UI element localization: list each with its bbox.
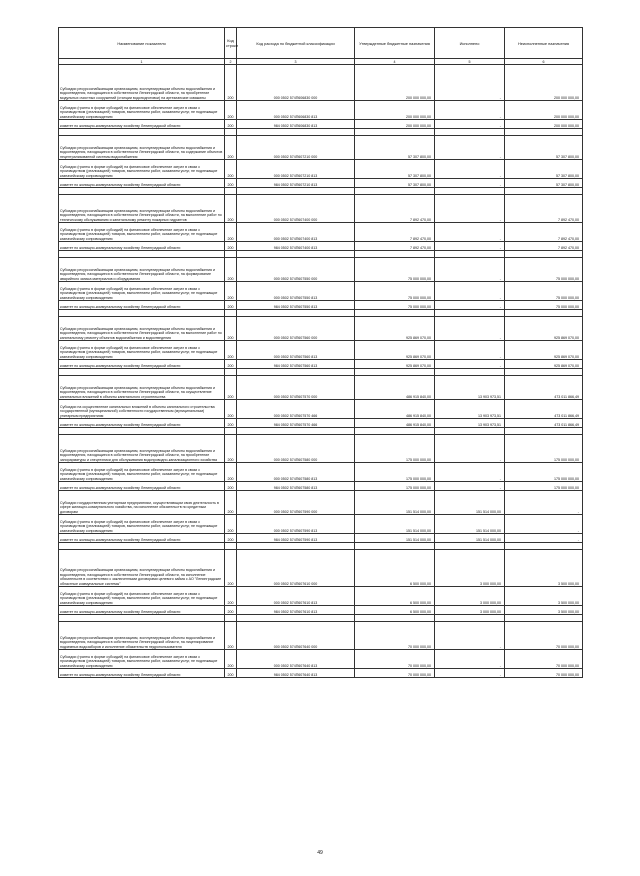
executed-amount-cell: - bbox=[435, 482, 505, 491]
unexecuted-amount-cell: 75 000 000,00 bbox=[505, 301, 583, 310]
table-row bbox=[59, 650, 583, 669]
spacer-cell bbox=[435, 369, 505, 376]
spacer-cell bbox=[59, 129, 225, 136]
spacer-row bbox=[59, 251, 583, 258]
classification-code-cell: 984 0502 574П607610 813 bbox=[237, 606, 355, 615]
indicator-name-cell: комитет по жилищно-коммунальному хозяйству Ленинградской области bbox=[59, 669, 225, 678]
line-code-cell: 200 bbox=[225, 650, 237, 669]
indicator-name-cell: комитет по жилищно-коммунальному хозяйству Ленинградской области bbox=[59, 360, 225, 369]
indicator-name-cell: Субсидии (гранты в форме субсидий) на финансовое обеспечение затрат в связи с производством (реализацией) товаров, выполнением работ, оказанием услуг, не подлежащие казначейскому сопровождению bbox=[59, 463, 225, 482]
spacer-row bbox=[59, 188, 583, 195]
column-index: 6 bbox=[505, 59, 583, 65]
approved-amount-cell: 200 000 000,00 bbox=[355, 65, 435, 101]
spacer-row bbox=[59, 543, 583, 550]
spacer-cell bbox=[237, 310, 355, 317]
executed-amount-cell: - bbox=[435, 223, 505, 242]
executed-amount-cell: 3 000 000,00 bbox=[435, 587, 505, 606]
unexecuted-amount-cell: 75 000 000,00 bbox=[505, 282, 583, 301]
executed-amount-cell: 13 903 973,51 bbox=[435, 400, 505, 419]
indicator-name-cell: Субсидии государственным унитарным предприятиям, осуществляющим свою деятельность в сфере жилищно-коммунального хозяйства, на исполнение обязательств по кредитным договорам bbox=[59, 491, 225, 515]
indicator-name-cell: Субсидии на осуществление капитальных вложений в объекты капитального строительства государственной (муниципальной) собственности государственным (муниципальным) унитарным предприятиям bbox=[59, 400, 225, 419]
indicator-name-cell: Субсидии (гранты в форме субсидий) на финансовое обеспечение затрат в связи с производством (реализацией) товаров, выполнением работ, оказанием услуг, не подлежащие казначейскому сопровождению bbox=[59, 515, 225, 534]
executed-amount-cell: - bbox=[435, 301, 505, 310]
executed-amount-cell: - bbox=[435, 317, 505, 341]
line-code-cell: 200 bbox=[225, 622, 237, 650]
classification-code-cell: 000 0502 574П607580 813 bbox=[237, 463, 355, 482]
unexecuted-amount-cell: 3 500 000,00 bbox=[505, 550, 583, 587]
spacer-cell bbox=[505, 543, 583, 550]
line-code-cell: 200 bbox=[225, 550, 237, 587]
header-line-code: Код строки bbox=[225, 28, 237, 59]
spacer-cell bbox=[435, 615, 505, 622]
spacer-cell bbox=[59, 428, 225, 435]
approved-amount-cell: 75 000 000,00 bbox=[355, 301, 435, 310]
approved-amount-cell: 175 000 000,00 bbox=[355, 482, 435, 491]
indicator-name-cell: Субсидии (гранты в форме субсидий) на финансовое обеспечение затрат в связи с производством (реализацией) товаров, выполнением работ, оказанием услуг, не подлежащие казначейскому сопровождению bbox=[59, 341, 225, 360]
indicator-name-cell: комитет по жилищно-коммунальному хозяйству Ленинградской области bbox=[59, 120, 225, 129]
spacer-cell bbox=[505, 615, 583, 622]
indicator-name-cell: Субсидии ресурсоснабжающим организациям, эксплуатирующим объекты водоснабжения и водоотведения, находящиеся в собственности Ленинградской области, на выполнение работ по капитальному ремонту объектов водоснабжения и водоотведения bbox=[59, 317, 225, 341]
unexecuted-amount-cell: 70 000 000,00 bbox=[505, 669, 583, 678]
approved-amount-cell: 925 869 070,00 bbox=[355, 317, 435, 341]
approved-amount-cell: 175 000 000,00 bbox=[355, 435, 435, 463]
classification-code-cell: 000 0502 574П607640 813 bbox=[237, 650, 355, 669]
classification-code-cell: 000 0502 574П607550 000 bbox=[237, 258, 355, 282]
approved-amount-cell: 151 514 000,00 bbox=[355, 515, 435, 534]
executed-amount-cell: - bbox=[435, 65, 505, 101]
unexecuted-amount-cell: 7 892 470,00 bbox=[505, 195, 583, 223]
unexecuted-amount-cell: 3 500 000,00 bbox=[505, 606, 583, 615]
classification-code-cell: 000 0502 574П607400 000 bbox=[237, 195, 355, 223]
table-row bbox=[59, 587, 583, 606]
line-code-cell: 200 bbox=[225, 376, 237, 400]
spacer-cell bbox=[435, 428, 505, 435]
table-row bbox=[59, 282, 583, 301]
unexecuted-amount-cell: 925 869 070,00 bbox=[505, 341, 583, 360]
column-index: 1 bbox=[59, 59, 225, 65]
indicator-name-cell: Субсидии (гранты в форме субсидий) на финансовое обеспечение затрат в связи с производством (реализацией) товаров, выполнением работ, оказанием услуг, не подлежащие казначейскому сопровождению bbox=[59, 223, 225, 242]
classification-code-cell: 000 0502 574П607580 000 bbox=[237, 435, 355, 463]
executed-amount-cell: - bbox=[435, 195, 505, 223]
approved-amount-cell: 75 000 000,00 bbox=[355, 282, 435, 301]
executed-amount-cell: - bbox=[435, 650, 505, 669]
table-row bbox=[59, 101, 583, 120]
unexecuted-amount-cell: 925 869 070,00 bbox=[505, 360, 583, 369]
indicator-name-cell: Субсидии (гранты в форме субсидий) на финансовое обеспечение затрат в связи с производством (реализацией) товаров, выполнением работ, оказанием услуг, не подлежащие казначейскому сопровождению bbox=[59, 650, 225, 669]
spacer-cell bbox=[237, 615, 355, 622]
indicator-name-cell: Субсидии ресурсоснабжающим организациям, эксплуатирующим объекты водоснабжения и водоотведения, находящиеся в собственности Ленинградской области, на формирование аварийного запаса материалов и оборудования bbox=[59, 258, 225, 282]
classification-code-cell: 000 0502 574П607590 000 bbox=[237, 491, 355, 515]
indicator-name-cell: Субсидии ресурсоснабжающим организациям, эксплуатирующим объекты водоснабжения и водоотведения, находящиеся в собственности Ленинградской области, на исполнение обязательств в соответствии с заключенными договорами целевого займа с АО "Ленинградские областные коммунальные системы" bbox=[59, 550, 225, 587]
spacer-row bbox=[59, 369, 583, 376]
page-number: 49 bbox=[317, 850, 323, 856]
indicator-name-cell: Субсидии ресурсоснабжающим организациям, эксплуатирующим объекты водоснабжения и водоотведения, находящиеся в собственности Ленинградской области, на содержание объектов нецентрализованной системы водоснабжения bbox=[59, 136, 225, 160]
spacer-row bbox=[59, 428, 583, 435]
classification-code-cell: 000 0502 574П607570 466 bbox=[237, 400, 355, 419]
executed-amount-cell: 13 903 973,51 bbox=[435, 376, 505, 400]
line-code-cell: 200 bbox=[225, 669, 237, 678]
classification-code-cell: 000 0502 574П607560 000 bbox=[237, 317, 355, 341]
table-row bbox=[59, 482, 583, 491]
line-code-cell: 200 bbox=[225, 534, 237, 543]
header-executed: Исполнено bbox=[435, 28, 505, 59]
classification-code-cell: 000 0502 574П607210 000 bbox=[237, 136, 355, 160]
budget-report-sheet bbox=[58, 27, 582, 678]
unexecuted-amount-cell: 3 500 000,00 bbox=[505, 587, 583, 606]
classification-code-cell: 984 0502 574П607590 813 bbox=[237, 534, 355, 543]
line-code-cell: 200 bbox=[225, 360, 237, 369]
line-code-cell: 200 bbox=[225, 301, 237, 310]
approved-amount-cell: 151 514 000,00 bbox=[355, 491, 435, 515]
table-row bbox=[59, 419, 583, 428]
spacer-cell bbox=[237, 428, 355, 435]
approved-amount-cell: 925 869 070,00 bbox=[355, 341, 435, 360]
table-row bbox=[59, 120, 583, 129]
approved-amount-cell: 151 514 000,00 bbox=[355, 534, 435, 543]
column-index: 5 bbox=[435, 59, 505, 65]
spacer-row bbox=[59, 310, 583, 317]
approved-amount-cell: 7 892 470,00 bbox=[355, 195, 435, 223]
approved-amount-cell: 7 892 470,00 bbox=[355, 242, 435, 251]
table-body bbox=[59, 65, 583, 678]
executed-amount-cell: 13 903 973,51 bbox=[435, 419, 505, 428]
executed-amount-cell: - bbox=[435, 258, 505, 282]
classification-code-cell: 984 0502 574П606830 813 bbox=[237, 120, 355, 129]
unexecuted-amount-cell: 75 000 000,00 bbox=[505, 258, 583, 282]
line-code-cell: 200 bbox=[225, 491, 237, 515]
spacer-row bbox=[59, 615, 583, 622]
classification-code-cell: 000 0502 574П607590 813 bbox=[237, 515, 355, 534]
spacer-cell bbox=[225, 251, 237, 258]
unexecuted-amount-cell: 925 869 070,00 bbox=[505, 317, 583, 341]
table-row bbox=[59, 136, 583, 160]
approved-amount-cell: 486 915 840,00 bbox=[355, 400, 435, 419]
classification-code-cell: 000 0502 574П607550 813 bbox=[237, 282, 355, 301]
indicator-name-cell: Субсидии ресурсоснабжающим организациям, эксплуатирующим объекты водоснабжения и водоотведения, находящиеся в собственности Ленинградской области, на приобретение запорарматуры и спецтехники для обслуживания водопроводно-канализационного хозяйства bbox=[59, 435, 225, 463]
line-code-cell: 200 bbox=[225, 195, 237, 223]
spacer-cell bbox=[355, 129, 435, 136]
classification-code-cell: 984 0502 574П607400 813 bbox=[237, 242, 355, 251]
indicator-name-cell: комитет по жилищно-коммунальному хозяйству Ленинградской области bbox=[59, 301, 225, 310]
table-row bbox=[59, 463, 583, 482]
classification-code-cell: 984 0502 574П607570 466 bbox=[237, 419, 355, 428]
classification-code-cell: 984 0502 574П607550 813 bbox=[237, 301, 355, 310]
indicator-name-cell: Субсидии (гранты в форме субсидий) на финансовое обеспечение затрат в связи с производством (реализацией) товаров, выполнением работ, оказанием услуг, не подлежащие казначейскому сопровождению bbox=[59, 160, 225, 179]
classification-code-cell: 000 0502 574П607560 813 bbox=[237, 341, 355, 360]
indicator-name-cell: комитет по жилищно-коммунальному хозяйству Ленинградской области bbox=[59, 242, 225, 251]
spacer-cell bbox=[505, 129, 583, 136]
spacer-cell bbox=[237, 188, 355, 195]
unexecuted-amount-cell: 7 892 470,00 bbox=[505, 242, 583, 251]
line-code-cell: 200 bbox=[225, 515, 237, 534]
approved-amount-cell: 486 915 840,00 bbox=[355, 419, 435, 428]
spacer-cell bbox=[355, 615, 435, 622]
unexecuted-amount-cell: 70 000 000,00 bbox=[505, 622, 583, 650]
header-budget-classification-code: Код расхода по бюджетной классификации bbox=[237, 28, 355, 59]
spacer-cell bbox=[59, 543, 225, 550]
classification-code-cell: 984 0502 574П607640 813 bbox=[237, 669, 355, 678]
classification-code-cell: 984 0502 574П607210 813 bbox=[237, 179, 355, 188]
line-code-cell: 200 bbox=[225, 419, 237, 428]
executed-amount-cell: - bbox=[435, 360, 505, 369]
executed-amount-cell: - bbox=[435, 282, 505, 301]
line-code-cell: 200 bbox=[225, 317, 237, 341]
table-row bbox=[59, 258, 583, 282]
line-code-cell: 200 bbox=[225, 258, 237, 282]
spacer-cell bbox=[225, 369, 237, 376]
indicator-name-cell: Субсидии ресурсоснабжающим организациям, эксплуатирующим объекты водоснабжения и водоотведения, находящиеся в собственности Ленинградской области, на осуществление капитальных вложений в объекты капитального строительства bbox=[59, 376, 225, 400]
classification-code-cell: 000 0502 574П606830 000 bbox=[237, 65, 355, 101]
unexecuted-amount-cell: 200 000 000,00 bbox=[505, 120, 583, 129]
spacer-cell bbox=[59, 188, 225, 195]
spacer-cell bbox=[59, 369, 225, 376]
table-row bbox=[59, 606, 583, 615]
approved-amount-cell: 6 500 000,00 bbox=[355, 587, 435, 606]
approved-amount-cell: 57 307 800,00 bbox=[355, 160, 435, 179]
header-approved: Утвержденные бюджетные назначения bbox=[355, 28, 435, 59]
executed-amount-cell: - bbox=[435, 435, 505, 463]
unexecuted-amount-cell: 7 892 470,00 bbox=[505, 223, 583, 242]
spacer-cell bbox=[59, 251, 225, 258]
indicator-name-cell: комитет по жилищно-коммунальному хозяйству Ленинградской области bbox=[59, 179, 225, 188]
line-code-cell: 200 bbox=[225, 101, 237, 120]
table-row bbox=[59, 360, 583, 369]
unexecuted-amount-cell: 473 011 866,49 bbox=[505, 419, 583, 428]
spacer-cell bbox=[355, 310, 435, 317]
line-code-cell: 200 bbox=[225, 400, 237, 419]
executed-amount-cell: - bbox=[435, 160, 505, 179]
spacer-cell bbox=[435, 543, 505, 550]
executed-amount-cell: - bbox=[435, 463, 505, 482]
unexecuted-amount-cell: 175 000 000,00 bbox=[505, 435, 583, 463]
unexecuted-amount-cell: 473 011 866,49 bbox=[505, 400, 583, 419]
indicator-name-cell: комитет по жилищно-коммунальному хозяйству Ленинградской области bbox=[59, 534, 225, 543]
indicator-name-cell: Субсидии (гранты в форме субсидий) на финансовое обеспечение затрат в связи с производством (реализацией) товаров, выполнением работ, оказанием услуг, не подлежащие казначейскому сопровождению bbox=[59, 282, 225, 301]
table-row bbox=[59, 301, 583, 310]
approved-amount-cell: 6 500 000,00 bbox=[355, 550, 435, 587]
executed-amount-cell: 151 514 000,00 bbox=[435, 491, 505, 515]
approved-amount-cell: 7 892 470,00 bbox=[355, 223, 435, 242]
table-row bbox=[59, 179, 583, 188]
executed-amount-cell: 151 514 000,00 bbox=[435, 515, 505, 534]
table-row bbox=[59, 669, 583, 678]
approved-amount-cell: 70 000 000,00 bbox=[355, 669, 435, 678]
line-code-cell: 200 bbox=[225, 282, 237, 301]
unexecuted-amount-cell: - bbox=[505, 534, 583, 543]
line-code-cell: 200 bbox=[225, 587, 237, 606]
spacer-cell bbox=[355, 251, 435, 258]
header-unexecuted: Неисполненные назначения bbox=[505, 28, 583, 59]
line-code-cell: 200 bbox=[225, 435, 237, 463]
spacer-row bbox=[59, 129, 583, 136]
line-code-cell: 200 bbox=[225, 160, 237, 179]
line-code-cell: 200 bbox=[225, 179, 237, 188]
classification-code-cell: 000 0502 574П607610 813 bbox=[237, 587, 355, 606]
approved-amount-cell: 70 000 000,00 bbox=[355, 650, 435, 669]
table-row bbox=[59, 242, 583, 251]
classification-code-cell: 984 0502 574П607560 813 bbox=[237, 360, 355, 369]
spacer-cell bbox=[355, 543, 435, 550]
unexecuted-amount-cell: 200 000 000,00 bbox=[505, 101, 583, 120]
spacer-cell bbox=[505, 369, 583, 376]
spacer-cell bbox=[355, 428, 435, 435]
spacer-cell bbox=[435, 188, 505, 195]
executed-amount-cell: - bbox=[435, 622, 505, 650]
table-row bbox=[59, 550, 583, 587]
indicator-name-cell: Субсидии ресурсоснабжающим организациям, эксплуатирующим объекты водоснабжения и водоотведения, находящиеся в собственности Ленинградской области, на приобретение модульных очистных сооружений (станции водоподготовки) на артезианские скважины bbox=[59, 65, 225, 101]
executed-amount-cell: 3 000 000,00 bbox=[435, 606, 505, 615]
table-row bbox=[59, 65, 583, 101]
budget-execution-table bbox=[58, 27, 583, 678]
indicator-name-cell: комитет по жилищно-коммунальному хозяйству Ленинградской области bbox=[59, 606, 225, 615]
unexecuted-amount-cell: 473 011 866,49 bbox=[505, 376, 583, 400]
spacer-cell bbox=[435, 310, 505, 317]
spacer-cell bbox=[225, 188, 237, 195]
table-row bbox=[59, 160, 583, 179]
table-row bbox=[59, 515, 583, 534]
line-code-cell: 200 bbox=[225, 463, 237, 482]
spacer-cell bbox=[505, 428, 583, 435]
spacer-cell bbox=[435, 129, 505, 136]
classification-code-cell: 000 0502 574П607570 000 bbox=[237, 376, 355, 400]
column-index: 3 bbox=[237, 59, 355, 65]
spacer-cell bbox=[225, 310, 237, 317]
column-index: 2 bbox=[225, 59, 237, 65]
spacer-cell bbox=[225, 543, 237, 550]
line-code-cell: 200 bbox=[225, 242, 237, 251]
indicator-name-cell: Субсидии (гранты в форме субсидий) на финансовое обеспечение затрат в связи с производством (реализацией) товаров, выполнением работ, оказанием услуг, не подлежащие казначейскому сопровождению bbox=[59, 101, 225, 120]
table-row bbox=[59, 341, 583, 360]
table-row bbox=[59, 534, 583, 543]
indicator-name-cell: комитет по жилищно-коммунальному хозяйству Ленинградской области bbox=[59, 482, 225, 491]
indicator-name-cell: Субсидии (гранты в форме субсидий) на финансовое обеспечение затрат в связи с производством (реализацией) товаров, выполнением работ, оказанием услуг, не подлежащие казначейскому сопровождению bbox=[59, 587, 225, 606]
line-code-cell: 200 bbox=[225, 223, 237, 242]
classification-code-cell: 000 0502 574П606830 813 bbox=[237, 101, 355, 120]
spacer-cell bbox=[225, 129, 237, 136]
unexecuted-amount-cell: 57 307 800,00 bbox=[505, 160, 583, 179]
column-index: 4 bbox=[355, 59, 435, 65]
approved-amount-cell: 70 000 000,00 bbox=[355, 622, 435, 650]
executed-amount-cell: - bbox=[435, 242, 505, 251]
line-code-cell: 200 bbox=[225, 482, 237, 491]
approved-amount-cell: 57 307 800,00 bbox=[355, 136, 435, 160]
approved-amount-cell: 57 307 800,00 bbox=[355, 179, 435, 188]
spacer-cell bbox=[505, 251, 583, 258]
spacer-cell bbox=[237, 369, 355, 376]
spacer-cell bbox=[59, 310, 225, 317]
table-row bbox=[59, 435, 583, 463]
indicator-name-cell: комитет по жилищно-коммунальному хозяйству Ленинградской области bbox=[59, 419, 225, 428]
classification-code-cell: 000 0502 574П607210 813 bbox=[237, 160, 355, 179]
spacer-cell bbox=[505, 310, 583, 317]
approved-amount-cell: 200 000 000,00 bbox=[355, 120, 435, 129]
spacer-cell bbox=[225, 428, 237, 435]
table-row bbox=[59, 223, 583, 242]
classification-code-cell: 000 0502 574П607400 813 bbox=[237, 223, 355, 242]
classification-code-cell: 000 0502 574П607610 000 bbox=[237, 550, 355, 587]
classification-code-cell: 000 0502 574П607640 000 bbox=[237, 622, 355, 650]
spacer-cell bbox=[237, 543, 355, 550]
indicator-name-cell: Субсидии ресурсоснабжающим организациям, эксплуатирующим объекты водоснабжения и водоотведения, находящиеся в собственности Ленинградской области, на выполнение работ по техническому обслуживанию и капитальному ремонту пожарных гидрантов bbox=[59, 195, 225, 223]
line-code-cell: 200 bbox=[225, 606, 237, 615]
spacer-cell bbox=[435, 251, 505, 258]
table-header-row bbox=[59, 28, 583, 59]
approved-amount-cell: 200 000 000,00 bbox=[355, 101, 435, 120]
approved-amount-cell: 925 869 070,00 bbox=[355, 360, 435, 369]
table-row bbox=[59, 376, 583, 400]
unexecuted-amount-cell: 57 307 800,00 bbox=[505, 136, 583, 160]
table-row bbox=[59, 622, 583, 650]
line-code-cell: 200 bbox=[225, 341, 237, 360]
unexecuted-amount-cell: - bbox=[505, 515, 583, 534]
executed-amount-cell: - bbox=[435, 120, 505, 129]
header-indicator-name: Наименование показателя bbox=[59, 28, 225, 59]
spacer-cell bbox=[237, 251, 355, 258]
executed-amount-cell: - bbox=[435, 101, 505, 120]
executed-amount-cell: 3 000 000,00 bbox=[435, 550, 505, 587]
spacer-cell bbox=[505, 188, 583, 195]
executed-amount-cell: - bbox=[435, 136, 505, 160]
unexecuted-amount-cell: 200 000 000,00 bbox=[505, 65, 583, 101]
line-code-cell: 200 bbox=[225, 65, 237, 101]
approved-amount-cell: 75 000 000,00 bbox=[355, 258, 435, 282]
classification-code-cell: 984 0502 574П607580 813 bbox=[237, 482, 355, 491]
line-code-cell: 200 bbox=[225, 136, 237, 160]
table-row bbox=[59, 317, 583, 341]
executed-amount-cell: - bbox=[435, 341, 505, 360]
indicator-name-cell: Субсидии ресурсоснабжающим организациям, эксплуатирующим объекты водоснабжения и водоотведения, находящиеся в собственности Ленинградской области, на лицензирование подземных водозаборов и исполнение обязательств недропользователя bbox=[59, 622, 225, 650]
approved-amount-cell: 6 500 000,00 bbox=[355, 606, 435, 615]
table-row bbox=[59, 195, 583, 223]
executed-amount-cell: 151 514 000,00 bbox=[435, 534, 505, 543]
line-code-cell: 200 bbox=[225, 120, 237, 129]
unexecuted-amount-cell: 70 000 000,00 bbox=[505, 650, 583, 669]
unexecuted-amount-cell: 57 307 800,00 bbox=[505, 179, 583, 188]
approved-amount-cell: 175 000 000,00 bbox=[355, 463, 435, 482]
approved-amount-cell: 486 915 840,00 bbox=[355, 376, 435, 400]
spacer-cell bbox=[355, 369, 435, 376]
table-row bbox=[59, 491, 583, 515]
executed-amount-cell: - bbox=[435, 179, 505, 188]
spacer-cell bbox=[355, 188, 435, 195]
spacer-cell bbox=[59, 615, 225, 622]
spacer-cell bbox=[225, 615, 237, 622]
unexecuted-amount-cell: - bbox=[505, 491, 583, 515]
unexecuted-amount-cell: 175 000 000,00 bbox=[505, 463, 583, 482]
table-row bbox=[59, 400, 583, 419]
unexecuted-amount-cell: 175 000 000,00 bbox=[505, 482, 583, 491]
executed-amount-cell: - bbox=[435, 669, 505, 678]
spacer-cell bbox=[237, 129, 355, 136]
